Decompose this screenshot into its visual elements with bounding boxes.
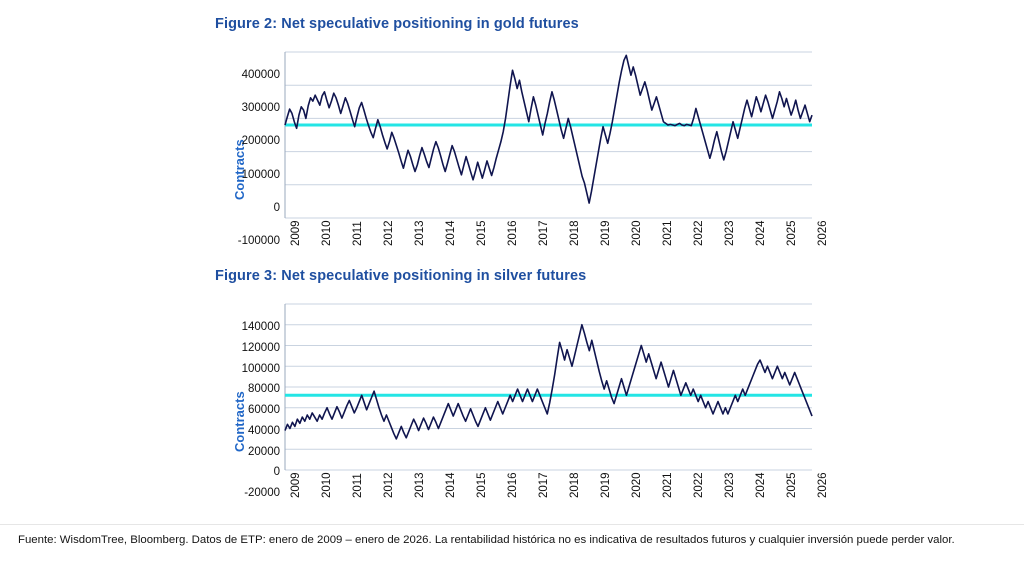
x-tick-label: 2017 xyxy=(538,472,550,498)
x-tick-label: 2025 xyxy=(786,220,798,246)
figure3-chart xyxy=(0,292,1024,512)
figure2-title: Figure 2: Net speculative positioning in gold futures xyxy=(215,16,579,32)
x-tick-label: 2019 xyxy=(600,472,612,498)
y-tick-label: 0 xyxy=(273,201,280,214)
x-tick-label: 2014 xyxy=(445,220,457,246)
x-tick-label: 2026 xyxy=(817,472,829,498)
figure3-block xyxy=(0,268,1024,518)
x-tick-label: 2009 xyxy=(290,472,302,498)
x-tick-label: 2010 xyxy=(321,220,333,246)
x-tick-label: 2015 xyxy=(476,220,488,246)
y-tick-label: 200000 xyxy=(241,135,280,148)
x-tick-label: 2014 xyxy=(445,472,457,498)
x-tick-label: 2012 xyxy=(383,472,395,498)
x-tick-label: 2021 xyxy=(662,220,674,246)
x-tick-label: 2023 xyxy=(724,220,736,246)
x-tick-label: 2011 xyxy=(352,473,364,498)
x-tick-label: 2018 xyxy=(569,220,581,246)
x-tick-label: 2022 xyxy=(693,472,705,498)
y-tick-label: -20000 xyxy=(244,487,280,499)
x-tick-label: 2011 xyxy=(352,221,364,246)
x-tick-label: 2020 xyxy=(631,472,643,498)
figure2-chart xyxy=(0,40,1024,260)
x-tick-label: 2020 xyxy=(631,220,643,246)
x-tick-label: 2015 xyxy=(476,472,488,498)
y-tick-label: 0 xyxy=(273,466,280,479)
x-tick-label: 2025 xyxy=(786,472,798,498)
x-tick-label: 2017 xyxy=(538,220,550,246)
x-tick-label: 2013 xyxy=(414,472,426,498)
figure2-block xyxy=(0,16,1024,266)
x-tick-label: 2010 xyxy=(321,472,333,498)
y-tick-label: 40000 xyxy=(248,424,280,437)
y-tick-label: 400000 xyxy=(241,69,280,81)
y-tick-label: 80000 xyxy=(248,383,280,396)
x-tick-label: 2009 xyxy=(290,220,302,246)
x-tick-label: 2016 xyxy=(507,220,519,246)
x-tick-label: 2021 xyxy=(662,472,674,498)
y-tick-label: -100000 xyxy=(237,235,280,247)
x-tick-label: 2019 xyxy=(600,220,612,246)
y-tick-label: 100000 xyxy=(241,362,280,375)
y-tick-label: 100000 xyxy=(241,168,280,181)
x-tick-label: 2018 xyxy=(569,472,581,498)
x-tick-label: 2022 xyxy=(693,220,705,246)
source-note: Fuente: WisdomTree, Bloomberg. Datos de ETP: enero de 2009 – enero de 2026. La rentabilidad histórica no es indicativa de resultados futuros y cualquier inversión puede perder valor. xyxy=(18,534,955,546)
x-tick-label: 2013 xyxy=(414,220,426,246)
figure3-title: Figure 3: Net speculative positioning in silver futures xyxy=(215,268,587,284)
y-tick-label: 140000 xyxy=(241,321,280,333)
x-tick-label: 2024 xyxy=(755,220,767,246)
x-tick-label: 2026 xyxy=(817,220,829,246)
y-tick-label: 60000 xyxy=(248,404,280,416)
x-tick-label: 2012 xyxy=(383,220,395,246)
y-tick-label: 300000 xyxy=(241,102,280,115)
x-tick-label: 2024 xyxy=(755,472,767,498)
x-tick-label: 2023 xyxy=(724,472,736,498)
footer-divider xyxy=(0,524,1024,525)
figure3-y-axis-label: Contracts xyxy=(232,391,247,452)
y-tick-label: 120000 xyxy=(241,341,280,354)
y-tick-label: 20000 xyxy=(248,445,280,458)
x-tick-label: 2016 xyxy=(507,472,519,498)
figure2-y-axis-label: Contracts xyxy=(232,139,247,200)
